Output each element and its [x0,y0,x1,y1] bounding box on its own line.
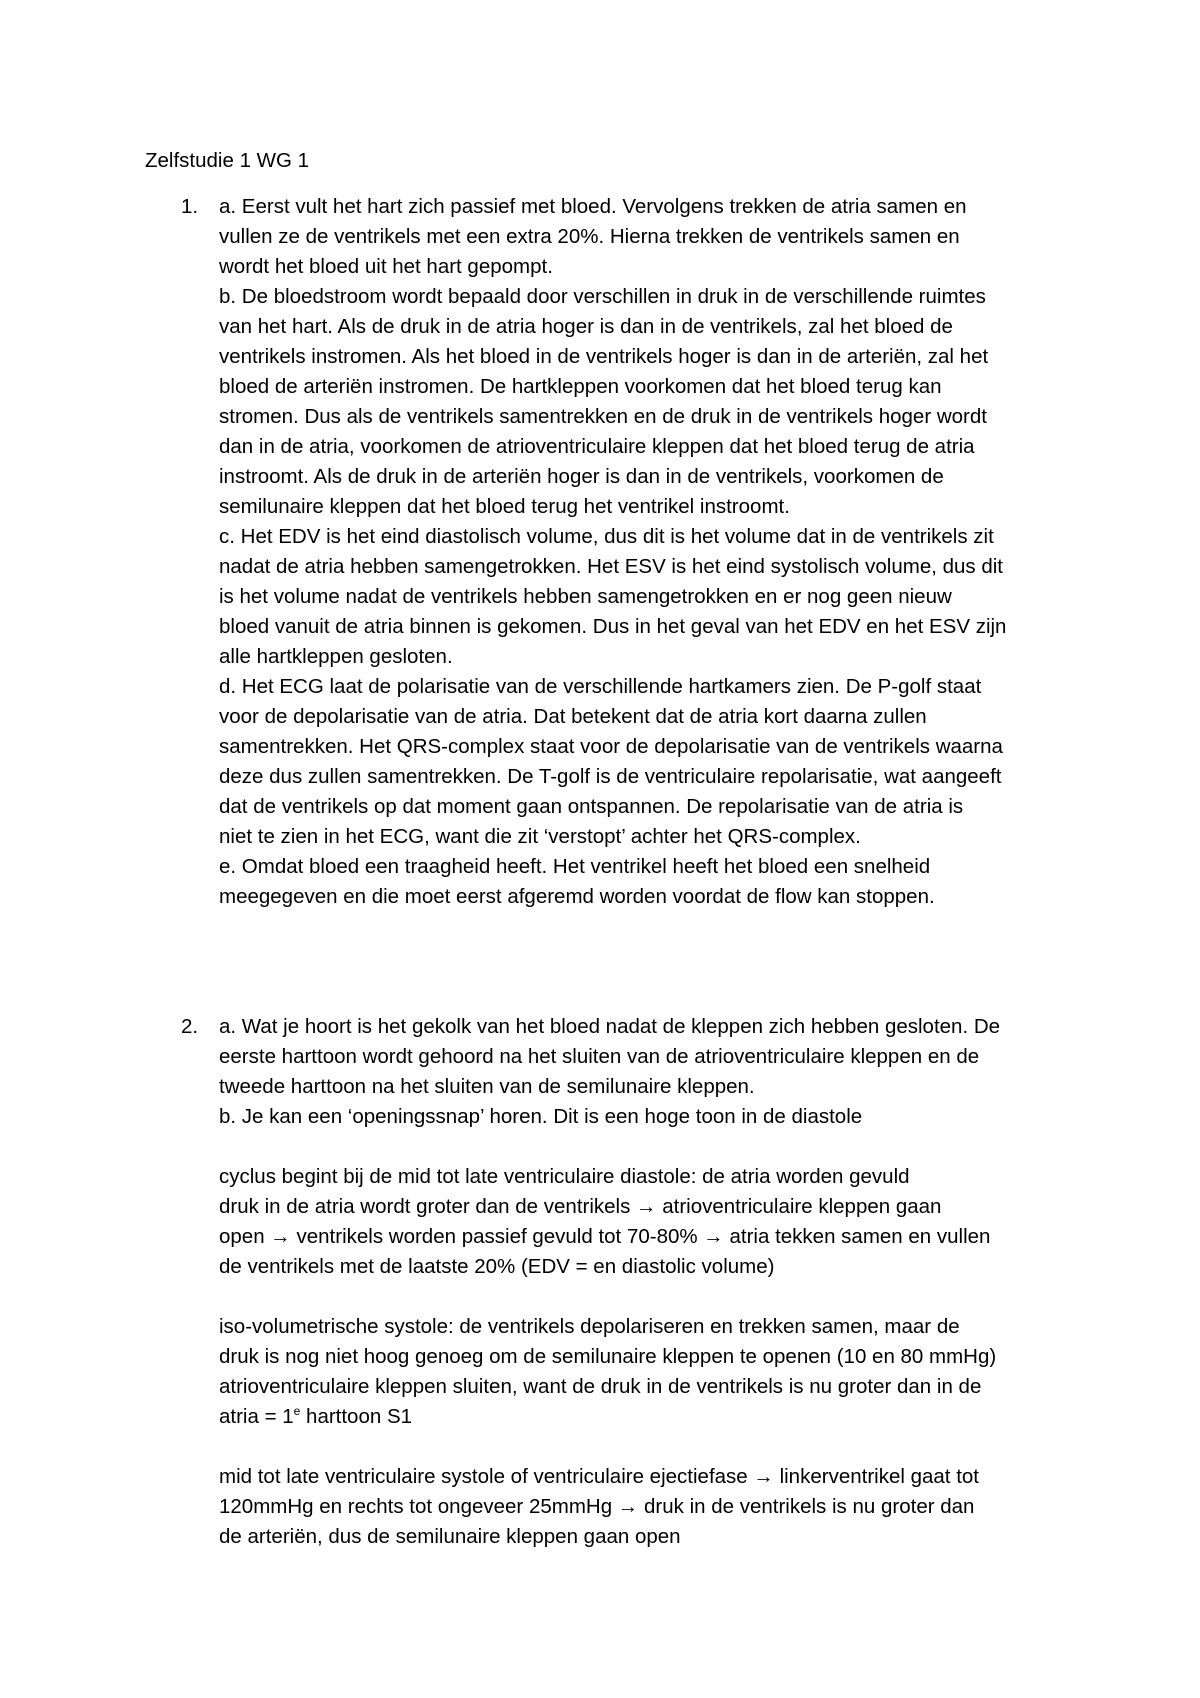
text-line: instroomt. Als de druk in de arteriën hoger is dan in de ventrikels, voorkomen de [219,465,944,488]
text-line: semilunaire kleppen dat het bloed terug het ventrikel instroomt. [219,495,790,518]
cycle-diastole-paragraph [219,1162,1079,1282]
paragraph-gap [219,1132,1079,1162]
ejection-phase-paragraph [219,1462,1079,1552]
answer-1c [219,522,1079,672]
paragraph-gap [219,1432,1079,1462]
text-line: dat de ventrikels op dat moment gaan ontspannen. De repolarisatie van de atria is [219,795,964,818]
list-number: 1. [181,195,199,218]
text-line: ventrikels instromen. Als het bloed in de ventrikels hoger is dan in de arteriën, zal het [219,345,989,368]
answer-2b [219,1102,1079,1132]
text-line: d. Het ECG laat de polarisatie van de verschillende hartkamers zien. De P-golf staat [219,675,982,698]
text-line: stromen. Dus als de ventrikels samentrekken en de druk in de ventrikels hoger wordt [219,405,987,428]
text-line [219,1402,1079,1432]
answer-1d [219,672,1079,852]
text-line: bloed vanuit de atria binnen is gekomen. Dus in het geval van het EDV en het ESV zijn [219,615,1007,638]
text-line: eerste harttoon wordt gehoord na het sluiten van de atrioventriculaire kleppen en de [219,1045,980,1068]
text-line: druk is nog niet hoog genoeg om de semilunaire kleppen te openen (10 en 80 mmHg) [219,1345,997,1368]
list-item-body [219,1012,1079,1552]
answer-2a [219,1012,1079,1102]
text-line: b. Je kan een ‘openingssnap’ horen. Dit is een hoge toon in de diastole [219,1105,863,1128]
text-line: e. Omdat bloed een traagheid heeft. Het ventrikel heeft het bloed een snelheid [219,855,931,878]
superscript: e [293,1404,301,1419]
isovolumetric-systole-paragraph [219,1312,1079,1432]
text-line: bloed de arteriën instromen. De hartkleppen voorkomen dat het bloed terug kan [219,375,942,398]
text-line: b. De bloedstroom wordt bepaald door verschillen in druk in de verschillende ruimtes [219,285,986,308]
text-line: de ventrikels met de laatste 20% (EDV = en diastolic volume) [219,1255,775,1278]
text-line: druk in de atria wordt groter dan de ventrikels → atrioventriculaire kleppen gaan [219,1195,942,1218]
text-fragment: atria = 1 [219,1405,294,1428]
text-line: de arteriën, dus de semilunaire kleppen gaan open [219,1525,681,1548]
paragraph-gap [219,1282,1079,1312]
answer-1e [219,852,1079,912]
text-line: a. Wat je hoort is het gekolk van het bloed nadat de kleppen zich hebben gesloten. De [219,1015,1001,1038]
text-line: a. Eerst vult het hart zich passief met bloed. Vervolgens trekken de atria samen en [219,195,967,218]
text-line: iso-volumetrische systole: de ventrikels depolariseren en trekken samen, maar de [219,1315,960,1338]
text-line: c. Het EDV is het eind diastolisch volume, dus dit is het volume dat in de ventrikels zit [219,525,994,548]
text-line: mid tot late ventriculaire systole of ventriculaire ejectiefase → linkerventrikel gaat tot [219,1465,979,1488]
text-line: is het volume nadat de ventrikels hebben samengetrokken en er nog geen nieuw [219,585,952,608]
text-line: vullen ze de ventrikels met een extra 20%. Hierna trekken de ventrikels samen en [219,225,960,248]
text-line: tweede harttoon na het sluiten van de semilunaire kleppen. [219,1075,755,1098]
text-line: open → ventrikels worden passief gevuld tot 70-80% → atria tekken samen en vullen [219,1225,991,1248]
text-line: samentrekken. Het QRS-complex staat voor de depolarisatie van de ventrikels waarna [219,735,1003,758]
text-fragment: harttoon S1 [300,1405,413,1428]
list-number: 2. [181,1015,199,1038]
document-title: Zelfstudie 1 WG 1 [145,149,310,172]
text-line: alle hartkleppen gesloten. [219,645,453,668]
text-line: dan in de atria, voorkomen de atrioventriculaire kleppen dat het bloed terug de atria [219,435,975,458]
text-line: voor de depolarisatie van de atria. Dat betekent dat de atria kort daarna zullen [219,705,927,728]
answer-1b [219,282,1079,522]
text-line: nadat de atria hebben samengetrokken. Het ESV is het eind systolisch volume, dus dit [219,555,1004,578]
answer-1a [219,192,1079,282]
text-line: atrioventriculaire kleppen sluiten, want de druk in de ventrikels is nu groter dan in de [219,1375,982,1398]
text-line: 120mmHg en rechts tot ongeveer 25mmHg → druk in de ventrikels is nu groter dan [219,1495,975,1518]
text-line: meegegeven en die moet eerst afgeremd worden voordat de flow kan stoppen. [219,885,935,908]
list-item-body [219,192,1079,912]
text-line: van het hart. Als de druk in de atria hoger is dan in de ventrikels, zal het bloed de [219,315,953,338]
text-line: cyclus begint bij de mid tot late ventriculaire diastole: de atria worden gevuld [219,1165,910,1188]
text-line: wordt het bloed uit het hart gepompt. [219,255,553,278]
text-line: niet te zien in het ECG, want die zit ‘verstopt’ achter het QRS-complex. [219,825,861,848]
text-line: deze dus zullen samentrekken. De T-golf is de ventriculaire repolarisatie, wat aangeeft [219,765,1002,788]
